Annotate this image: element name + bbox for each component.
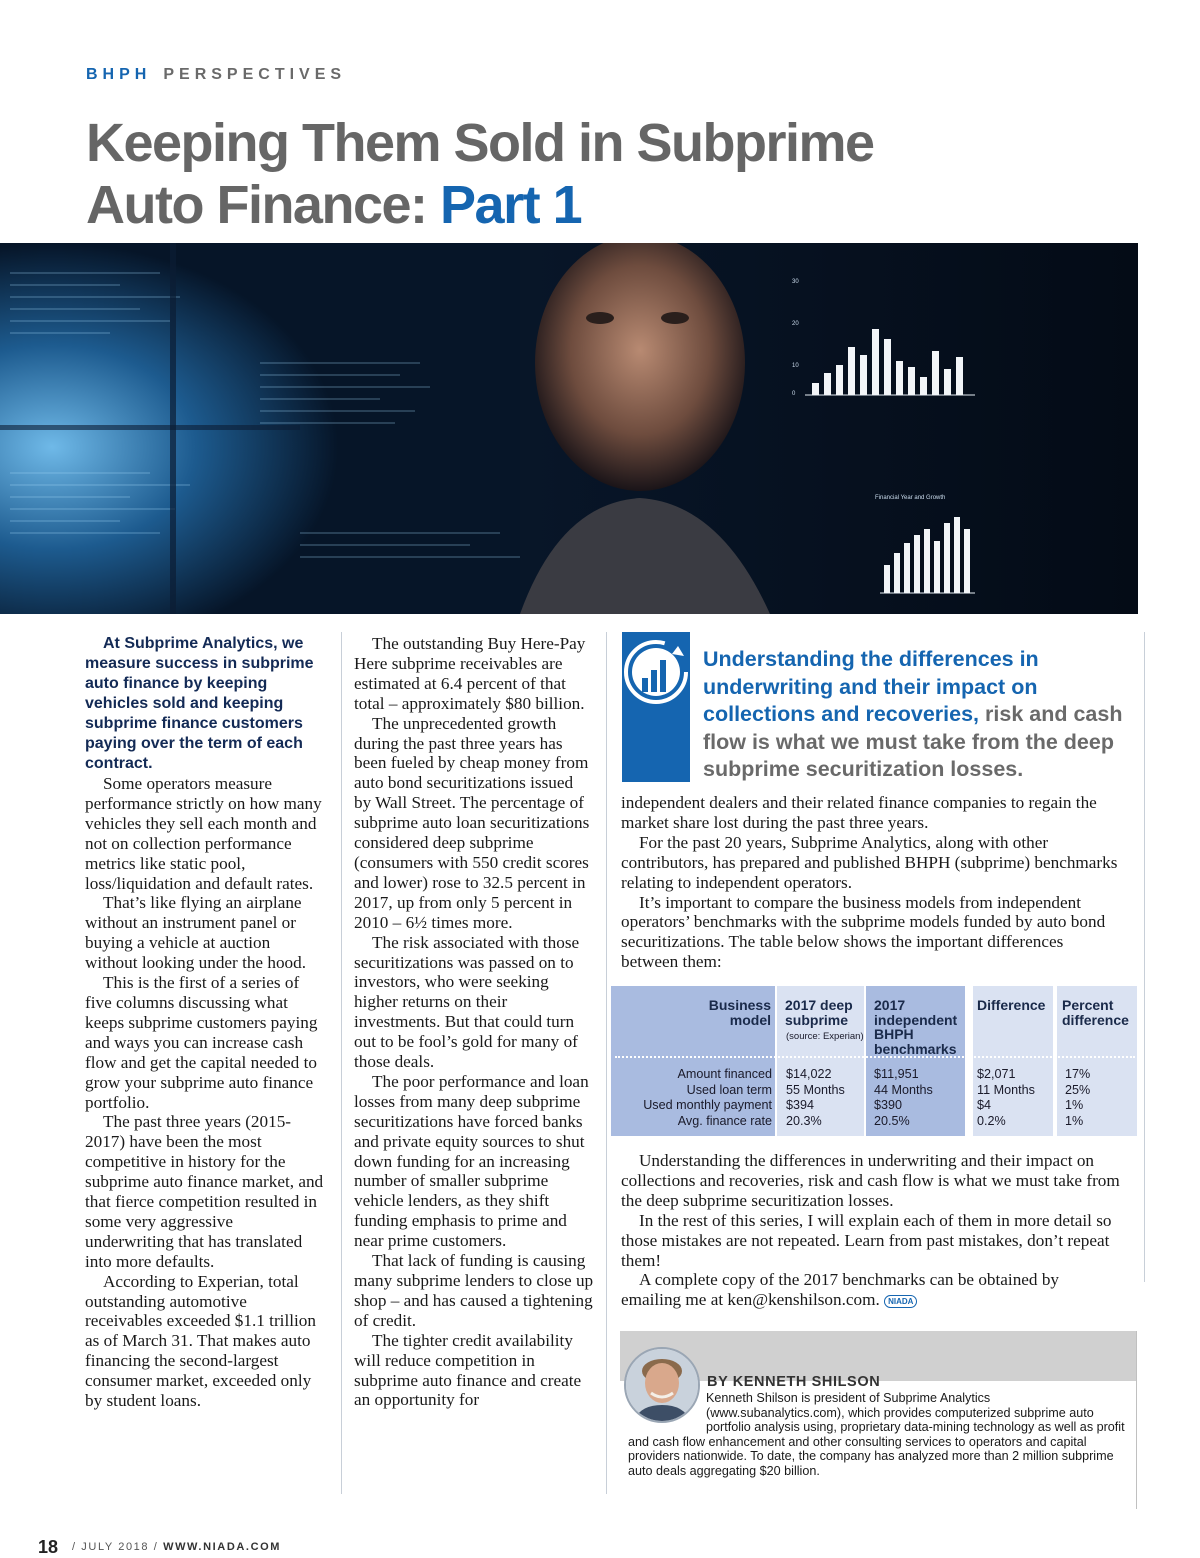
table-cell: 1% (1065, 1098, 1084, 1112)
svg-text:30: 30 (792, 279, 799, 285)
footer-issue: / JULY 2018 / (72, 1541, 159, 1553)
body-paragraph: The past three years (2015-2017) have been the most competitive in history for the subprime auto finance market, and that fierce competition resulted in some very aggressive underwriting that has translated into more defaults. (85, 1112, 324, 1271)
column-1 (85, 634, 325, 1411)
author-bio (628, 1391, 1128, 1479)
body-paragraph: That lack of funding is causing many subprime lenders to close up shop – and has caused a tightening of credit. (354, 1251, 594, 1330)
niada-end-mark: NIADA (884, 1295, 917, 1308)
chart-growth-icon (622, 632, 690, 782)
table-cell: $4 (977, 1098, 992, 1112)
body-paragraph: This is the first of a series of five columns discussing what keeps subprime customers paying and ways you can increase cash flow and get the capital needed to grow your subprime auto finance portfolio. (85, 973, 318, 1112)
column-divider (606, 632, 607, 1494)
table-source-note: (source: Experian) (786, 1031, 864, 1042)
benchmark-table (611, 986, 1139, 1136)
table-row-label: Used monthly payment (643, 1098, 772, 1112)
table-header: Business model (708, 997, 771, 1028)
pull-quote-rest: risk and cash flow is what we must take from the deep subprime securitization losses. (703, 702, 1123, 781)
body-paragraph: The poor performance and loan losses from many deep subprime securitizations have forced banks and private equity sources to shut down funding for an increasing number of smaller subprime vehicle lenders, as they shift funding emphasis to prime and near prime customers. (354, 1071, 589, 1251)
body-paragraph: Some operators measure performance strictly on how many vehicles they sell each month and not on collection performance metrics like static pool, loss/liquidation and default rates. (85, 774, 322, 893)
hero-illustration (0, 243, 1138, 614)
table-cell: 55 Months (786, 1082, 845, 1097)
table-row-label: Used loan term (686, 1082, 772, 1097)
hero-image (0, 243, 1138, 614)
table-cell: 17% (1065, 1067, 1091, 1081)
title-line-2: Auto Finance: (86, 175, 427, 235)
table-cell: 1% (1065, 1113, 1084, 1128)
person-face (535, 243, 745, 491)
table-header: Percent difference (1062, 997, 1129, 1028)
body-paragraph: For the past 20 years, Subprime Analytics, along with other contributors, has prepared and published BHPH (subprime) benchmarks relating to independent operators. (621, 832, 1118, 892)
body-paragraph: independent dealers and their related finance companies to regain the market share lost during the past three years. (621, 793, 1097, 832)
svg-text:20: 20 (792, 321, 799, 327)
column-2 (354, 634, 594, 1410)
table-cell: 44 Months (874, 1082, 933, 1097)
column-3-top (621, 793, 1121, 972)
author-bio-box (620, 1331, 1140, 1511)
kicker-perspectives: PERSPECTIVES (163, 66, 347, 83)
table-header: 2017 independent BHPH benchmarks (874, 997, 958, 1057)
body-paragraph: The risk associated with those securitizations was passed on to investors, who were seeking higher returns on their investments. But that could turn out to be fool’s gold for many of those deals. (354, 932, 580, 1072)
body-paragraph: According to Experian, total outstanding automotive receivables exceeded $1.1 trillion as of March 31. That makes auto financing the second-largest consumer market, exceeded only by student loans. (85, 1271, 316, 1411)
table-cell: 25% (1065, 1082, 1091, 1097)
table-cell: $11,951 (874, 1067, 919, 1081)
author-bio-text: Kenneth Shilson is president of Subprime Analytics (www.subanalytics.com), which provides computerized subprime auto portfolio analysis using, proprietary data-mining technology as well as profit and cash flow enhancement and other consulting services to operators and capital providers nationwide. To date, the company has analyzed more than 2 million subprime auto deals aggregating $20 billion. (628, 1391, 1125, 1478)
body-paragraph: The outstanding Buy Here-Pay Here subprime receivables are estimated at 6.4 percent of that total – approximately $80 billion. (354, 634, 586, 713)
table-row-label: Amount financed (677, 1067, 772, 1081)
title-accent: Part 1 (440, 175, 582, 235)
page-number: 18 (38, 1537, 59, 1557)
body-paragraph: That’s like flying an airplane without an instrument panel or buying a vehicle at auction without looking under the hood. (85, 893, 307, 973)
title-line-1: Keeping Them Sold in Subprime (86, 113, 874, 173)
column-divider (341, 632, 342, 1494)
page-title (86, 112, 1146, 236)
table-cell: $2,071 (977, 1067, 1016, 1081)
author-byline: BY KENNETH SHILSON (707, 1374, 881, 1390)
table-cell: 20.3% (786, 1113, 822, 1128)
svg-text:Financial Year and Growth: Financial Year and Growth (875, 495, 946, 501)
body-paragraph (621, 1270, 1121, 1310)
closing-sentence: A complete copy of the 2017 benchmarks can be obtained by emailing me at ken@kenshilson.com. (621, 1270, 1060, 1310)
body-paragraph: Understanding the differences in underwriting and their impact on collections and recoveries, risk and cash flow is what we must take from the deep subprime securitization losses. (621, 1151, 1120, 1210)
pull-quote (703, 646, 1133, 784)
table-cell: $390 (874, 1098, 903, 1112)
pull-quote-highlight: Understanding the differences in underwriting and their impact on collections and recoveries, (703, 647, 1039, 726)
table-cell: 0.2% (977, 1113, 1006, 1128)
column-divider (1144, 632, 1145, 1282)
table-row-label: Avg. finance rate (677, 1113, 772, 1128)
footer-issue-line (72, 1541, 281, 1553)
table-cell: $14,022 (786, 1067, 832, 1081)
body-paragraph: In the rest of this series, I will explain each of them in more detail so those mistakes are not repeated. Learn from past mistakes, don’t repeat them! (621, 1210, 1112, 1270)
table-header: Difference (977, 997, 1046, 1013)
column-3-bottom (621, 1151, 1121, 1310)
table-cell: $394 (786, 1098, 815, 1112)
table-header: 2017 deep subprime (785, 997, 853, 1028)
body-paragraph: The tighter credit availability will reduce competition in subprime auto finance and create an opportunity for (354, 1330, 582, 1410)
table-divider (615, 1056, 1135, 1058)
table-cell: 11 Months (977, 1082, 1035, 1097)
svg-text:10: 10 (792, 363, 799, 369)
lead-paragraph: At Subprime Analytics, we measure success in subprime auto finance by keeping vehicles sold and keeping subprime finance customers paying over the term of each contract. (85, 635, 314, 772)
svg-text:0: 0 (792, 391, 796, 397)
kicker-bhph: BHPH (86, 66, 152, 83)
body-paragraph: It’s important to compare the business models from independent operators’ benchmarks with the subprime models funded by auto bond securitizations. The table below shows the important differences between them: (621, 892, 1106, 972)
footer-website: WWW.NIADA.COM (163, 1541, 282, 1553)
table-cell: 20.5% (874, 1113, 910, 1128)
body-paragraph: The unprecedented growth during the past three years has been fueled by cheap money from auto bond securitizations issued by Wall Street. The percentage of subprime auto loan securitizations considered deep subprime (consumers with 550 credit scores and lower) rose to 32.5 percent in 2017, up from only 5 percent in 2010 – 6½ times more. (354, 713, 590, 932)
bio-frame-rule (1136, 1331, 1137, 1509)
section-kicker (86, 66, 346, 84)
